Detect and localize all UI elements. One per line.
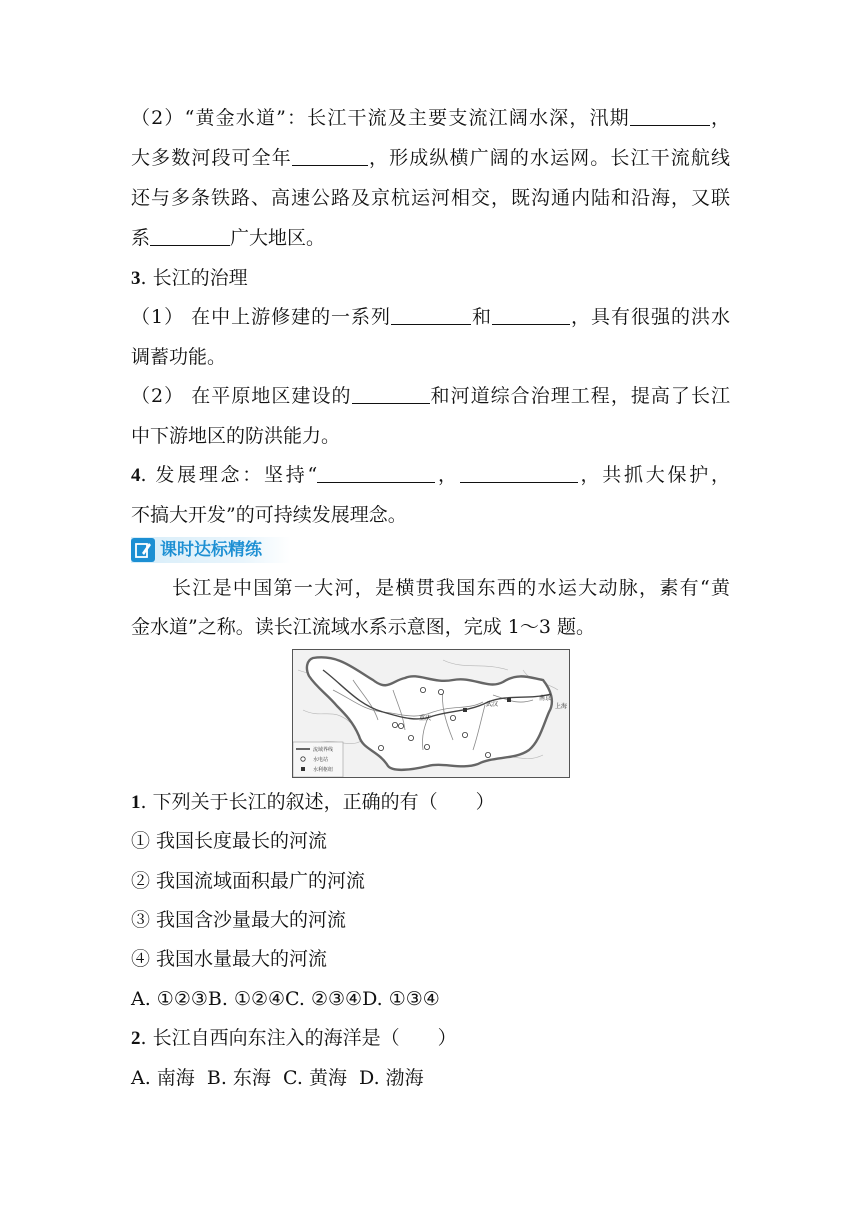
section-4-line-2 <box>131 502 730 528</box>
map-graphic <box>293 650 569 777</box>
governance-item-2-line-2 <box>131 423 730 449</box>
text: 调蓄功能。 <box>131 346 227 368</box>
item-label: （2） <box>131 385 185 407</box>
answer-blank[interactable] <box>492 306 570 325</box>
map-city-label: 上海 <box>555 703 568 710</box>
answer-blank[interactable] <box>317 464 435 483</box>
text: 在平原地区建设的 <box>184 385 352 407</box>
text: ，共抓大保护， <box>577 464 730 486</box>
answer-blank[interactable] <box>150 227 230 246</box>
question-number: 2 <box>131 1028 141 1049</box>
text: . 下列关于长江的叙述，正确的有（ ） <box>140 791 495 813</box>
text: 中下游地区的防洪能力。 <box>131 425 341 447</box>
governance-item-2-line-1 <box>131 383 730 409</box>
section-number: 3 <box>131 268 141 289</box>
text: . 发展理念：坚持“ <box>140 464 318 486</box>
map-city-label: 南京 <box>539 695 552 702</box>
text: 不搞大开发”的可持续发展理念。 <box>131 504 407 526</box>
q1-statement-3: ③ 我国含沙量最大的河流 <box>131 909 347 931</box>
section-number: 4 <box>131 465 141 486</box>
legend-label: 水利枢纽 <box>313 767 334 773</box>
governance-item-1-line-1 <box>131 304 730 330</box>
item-label: （2） <box>131 107 185 129</box>
answer-blank[interactable] <box>352 385 430 404</box>
gold-waterway-line-1 <box>131 105 730 131</box>
practice-intro-line-1 <box>172 575 730 601</box>
practice-intro-line-2 <box>131 614 730 640</box>
item-label: （1） <box>131 306 185 328</box>
text: 系 <box>131 227 151 249</box>
question-1-stem <box>131 789 730 816</box>
text: 还与多条铁路、高速公路及京杭运河相交，既沟通内陆和沿海，又联 <box>131 187 730 209</box>
map-city-label: 武汉 <box>486 701 499 708</box>
text: 金水道”之称。读长江流域水系示意图，完成 1～3 题。 <box>131 616 595 638</box>
text: 和 <box>471 306 493 328</box>
text: 在中上游修建的一系列 <box>184 306 392 328</box>
text: 广大地区。 <box>230 227 326 249</box>
gold-waterway-line-4 <box>131 225 730 251</box>
answer-blank[interactable] <box>630 107 710 126</box>
text: . 长江自西向东注入的海洋是（ ） <box>140 1027 457 1049</box>
answer-blank[interactable] <box>292 147 368 166</box>
legend-label: 水电站 <box>313 757 329 763</box>
practice-header-title: 课时达标精练 <box>160 540 262 560</box>
pencil-note-icon <box>131 538 155 562</box>
gold-waterway-line-2 <box>131 145 730 171</box>
question-number: 1 <box>131 792 141 813</box>
text: ，形成纵横广阔的水运网。长江干流航线 <box>367 147 730 169</box>
text: “黄金水道”：长江干流及主要支流江阔水深，汛期 <box>184 107 630 129</box>
text: 和河道综合治理工程，提高了长江 <box>429 385 730 407</box>
section-4-line-1 <box>131 462 730 489</box>
text: ，具有很强的洪水 <box>570 306 730 328</box>
q2-options[interactable]: A. 南海 B. 东海 C. 黄海 D. 渤海 <box>131 1067 424 1089</box>
q1-statement-1: ① 我国长度最长的河流 <box>131 830 328 852</box>
text: ， <box>709 107 730 129</box>
answer-blank[interactable] <box>460 464 578 483</box>
legend-label: 流域界线 <box>313 747 334 753</box>
text: 大多数河段可全年 <box>131 147 292 169</box>
map-city-label: 重庆 <box>419 715 432 722</box>
question-2-stem <box>131 1025 730 1052</box>
text: 长江是中国第一大河，是横贯我国东西的水运大动脉，素有“黄 <box>172 577 730 599</box>
text: ， <box>435 464 460 486</box>
governance-item-1-line-2 <box>131 344 730 370</box>
section-3-heading <box>131 265 730 292</box>
answer-blank[interactable] <box>391 306 471 325</box>
q1-options[interactable]: A. ①②③B. ①②④C. ②③④D. ①③④ <box>131 988 440 1010</box>
q1-statement-2: ② 我国流域面积最广的河流 <box>131 870 366 892</box>
gold-waterway-line-3 <box>131 185 730 211</box>
q1-statement-4: ④ 我国水量最大的河流 <box>131 948 328 970</box>
section-title: . 长江的治理 <box>140 267 248 289</box>
yangtze-basin-map <box>292 649 570 778</box>
